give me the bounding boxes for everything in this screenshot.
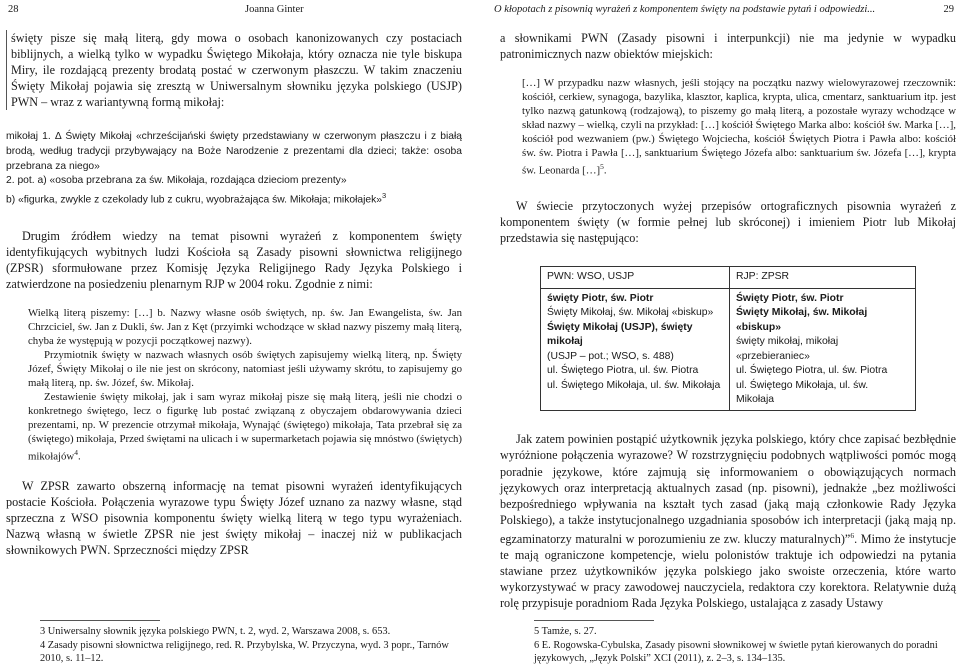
left-paragraph-2: Drugim źródłem wiedzy na temat pisowni wyrażeń z komponentem święty identyfikujących wybitnych ludzi Kościoła są Zasady pisowni słownictwa religijnego (ZPSR) sformułowane przez Komisję Języka Religijnego Rady Języka Polskiego i zatwierdzone na posiedzeniu plenarnym RJP w 2004 roku. Zgodnie z nimi: (6, 228, 462, 292)
table-row: Święty Mikołaj, św. Mikołaj «biskup» (547, 307, 714, 319)
right-paragraph-2: W świecie przytoczonych wyżej przepisów ortograficznych pisownia wyrażeń z komponentem święty (w formie pełnej lub skróconej) i imieniem Piotr lub Mikołaj przedstawia się następująco: (500, 198, 956, 245)
dictionary-entry-1: mikołaj 1. Δ Święty Mikołaj «chrześcijański święty przedstawiany w czerwonym płaszczu i z białą brodą, według tradycji przybywający na Boże Narodzenie z prezentami dla dzieci; także: osoba przebrana za niego» (6, 131, 462, 172)
quote-rule-lowercase: Zestawienie święty mikołaj, jak i sam wyraz mikołaj pisze się małą literą, jeśli nie chodzi o konkretnego świętego, lecz o figurkę lub postać związaną z obyczajem obdarowywania dzieci prezentami, np. W prezencie otrzymał mikołaja, Wynająć (świętego) mikołaja, Tata przebrał się za (świętego) mikołaja, Przed świętami na ulicach i w supermarketach pojawia się mnóstwo (świętych) mikołajów$^4$. (28, 391, 462, 463)
table-row: ul. Świętego Mikołaja, ul. św. Mikołaja (547, 379, 721, 391)
table-head-pwn: PWN: WSO, USJP (541, 267, 730, 289)
right-page-number: 29 (943, 4, 954, 15)
right-paragraph-1: a słownikami PWN (Zasady pisowni i interpunkcji) nie ma jedynie w wypadku patronimicznych nazw obiektów miejskich: (500, 31, 956, 62)
right-footnotes (534, 620, 954, 666)
right-page-column (500, 30, 956, 611)
table-row: święty mikołaj, mikołaj «przebieraniec» (735, 336, 839, 362)
footnote-divider (40, 620, 160, 621)
table-cell-pwn (541, 289, 730, 411)
table-row: ul. Świętego Piotra, ul. św. Piotra (547, 365, 699, 377)
table-row: ul. Świętego Mikołaja, ul. św. Mikołaja (735, 379, 869, 405)
left-page-column (6, 30, 462, 558)
quote-rule-b: Wielką literą piszemy: […] b. Nazwy własne osób świętych, np. św. Jan Ewangelista, św. Jan Chrzciciel, św. Jan z Dukli, św. Jan z Kęt (przyimki wchodzące w skład nazwy piszemy małą literą, chyba że występują w pozycji początkowej nazwy). (28, 307, 462, 348)
footnote-ref-5: 5 (600, 162, 604, 172)
left-paragraph-3: W ZPSR zawarto obszerną informację na temat pisowni wyrażeń identyfikujących postacie Kościoła. Połączenia wyrazowe typu Święty Józef uznano za nazwy własne, stąd sprzeczna z WSO pisownia komponentu święty wielką literą w tego typu wyrażeniach. Nazwą własną w świetle ZPSR nie jest święty mikołaj – inaczej niż w publikacjach słownikowych PWN. Sprzeczności między ZPSR (6, 478, 462, 558)
table-row: ul. Świętego Piotra, ul. św. Piotra (735, 365, 888, 377)
left-footnotes (40, 620, 460, 666)
table-row: Święty Piotr, św. Piotr (735, 293, 844, 305)
left-paragraph-1: święty pisze się małą literą, gdy mowa o osobach kanonizowanych czy postaciach biblijnych, a wielką tylko w wypadku Świętego Mikołaja, który oznacza nie tyle biskupa Miry, ile rozdającą prezenty brodatą postać w czerwonym płaszczu. W takim znaczeniu Święty Mikołaj pojawia się zresztą w Uniwersalnym słowniku języka polskiego (USJP) PWN – wraz z wariantywną formą mikołaj: (6, 30, 462, 110)
table-head-rjp: RJP: ZPSR (729, 267, 915, 289)
running-title: O kłopotach z pisownią wyrażeń z komponentem święty na podstawie pytań i odpowiedzi... (494, 4, 876, 15)
right-paragraph-3 (500, 431, 956, 611)
footnote-4: 4 Zasady pisowni słownictwa religijnego, red. R. Przybylska, W. Przyczyna, wyd. 3 popr., Tarnów 2010, s. 11–12. (40, 639, 449, 665)
footnote-5: 5 Tamże, s. 27. (534, 626, 597, 637)
left-page-header (8, 4, 468, 15)
quote-pwn-rules: […] W przypadku nazw własnych, jeśli stojący na początku nazwy wielowyrazowej rzeczownik: kościół, cerkiew, synagoga, bazylika, klasztor, kaplica, krypta, ulica, cmentarz, sanktuarium itp. jest tylko nazwą gatunkową (rodzajową), to piszemy go małą literą, a pozostałe wyrazy wchodzące w skład nazwy – wielką, czyli na przykład: […] kościół Świętego Marka albo: kościół św. Marka […], kościół pod wezwaniem (pw.) Świętego Wojciecha, kościół Świętych Piotra i Pawła albo: kościół św. św. Piotra i Pawła […], sanktuarium Świętego Józefa albo: sanktuarium św. Józefa […], krypta św. Leonarda […]$^5$. (522, 77, 956, 177)
footnote-ref-3: 3 (382, 190, 387, 200)
running-author: Joanna Ginter (245, 4, 304, 15)
right-paragraph-3-text: Jak zatem powinien postąpić użytkownik języka polskiego, który chce zapisać bezbłędnie wyróżnione połączenia wyrazowe? W rozstrzygnięciu podobnych wątpliwości pomóc mogą poradnie językowe, które zajmują się informowaniem o obowiązujących normach językowych oraz interpretacją aktualnych zasad (np. pisowni), jednakże „bez możliwości bezpośredniego wpływania na kształt tych zasad (jaką mają członkowie Rady Języka Polskiego), a także instytucjonalnego uzgadniania sposobów ich interpretacji (jaką mają np. egzaminatorzy maturalni w porozumieniu ze zw. kluczy maturalnych)” (500, 432, 956, 546)
dictionary-entry-3 (6, 189, 462, 208)
quote-rule-adjective: Przymiotnik święty w nazwach własnych osób świętych zapisujemy wielką literą, np. Święty Józef, Święty Mikołaj o ile nie jest on skrócony, natomiast jeśli używamy skrótu, to zapisujemy go małą literą, np. św. Józef, św. Mikołaj. (28, 349, 462, 390)
table-row: Święty Mikołaj, św. Mikołaj «biskup» (735, 307, 868, 333)
table-row: (USJP – pot.; WSO, s. 488) (547, 350, 674, 362)
table-cell-rjp (729, 289, 915, 411)
footnote-6: 6 E. Rogowska-Cybulska, Zasady pisowni słownikowej w świetle pytań kierowanych do poradni językowych, „Język Polski” XCI (2011), z. 2–3, s. 134–135. (534, 639, 938, 665)
left-page-number: 28 (8, 4, 19, 15)
table-row: Święty Mikołaj (USJP), święty mikołaj (547, 321, 693, 348)
quote-pwn-rules-text: […] W przypadku nazw własnych, jeśli stojący na początku nazwy wielowyrazowej rzeczownik: kościół, cerkiew, synagoga, bazylika, klasztor, kaplica, krypta, ulica, cmentarz, sanktuarium itp. jest tylko nazwą gatunkową (rodzajową), to piszemy go małą literą, a pozostałe wyrazy wchodzące w skład nazwy – wielką, czyli na przykład: […] kościół Świętego Marka albo: kościół św. Marka […], kościół pod wezwaniem (pw.) Świętego Wojciecha, kościół Świętych Piotra i Pawła albo: kościół św. św. Piotra i Pawła […], sanktuarium Świętego Józefa albo: sanktuarium św. Józefa […], krypta św. Leonarda […] (522, 77, 956, 177)
dictionary-entry-2: 2. pot. a) «osoba przebrana za św. Mikołaja, rozdająca dzieciom prezenty» (6, 175, 347, 187)
comparison-table (540, 266, 916, 411)
footnote-ref-6: 6 (850, 530, 855, 540)
table-row: święty Piotr, św. Piotr (547, 293, 654, 305)
footnote-3: 3 Uniwersalny słownik języka polskiego PWN, t. 2, wyd. 2, Warszawa 2008, s. 653. (40, 626, 391, 637)
right-paragraph-3-tail: . Mimo że instytucje te mają ograniczone kompetencje, wielu polonistów traktuje ich odpowiedzi na pytania stawiane przez użytkowników języka polskiego jako swoiste orzeczenia, które warto wykorzystywać w pracy zawodowej nauczyciela, redaktora czy korektora. Relatywnie dużą rolę przypisuje poradniom Rada Języka Polskiego, ustalająca z zasady Ustawy (500, 531, 956, 611)
dictionary-entry-3-text: b) «figurka, zwykle z czekolady lub z cukru, wyobrażająca św. Mikołaja; mikołajek» (6, 194, 382, 206)
footnote-divider (534, 620, 654, 621)
footnote-ref-4: 4 (74, 448, 78, 458)
quote-rule-lowercase-text: Zestawienie święty mikołaj, jak i sam wyraz mikołaj pisze się małą literą, jeśli nie chodzi o konkretnego świętego, lecz o figurkę lub postać związaną z obyczajem obdarowywania dzieci prezentami, np. W prezencie otrzymał mikołaja, Wynająć (świętego) mikołaja, Tata przebrał się za (świętego) mikołaja, Przed świętami na ulicach i w supermarketach pojawia się mnóstwo (świętych) mikołajów (28, 391, 462, 463)
